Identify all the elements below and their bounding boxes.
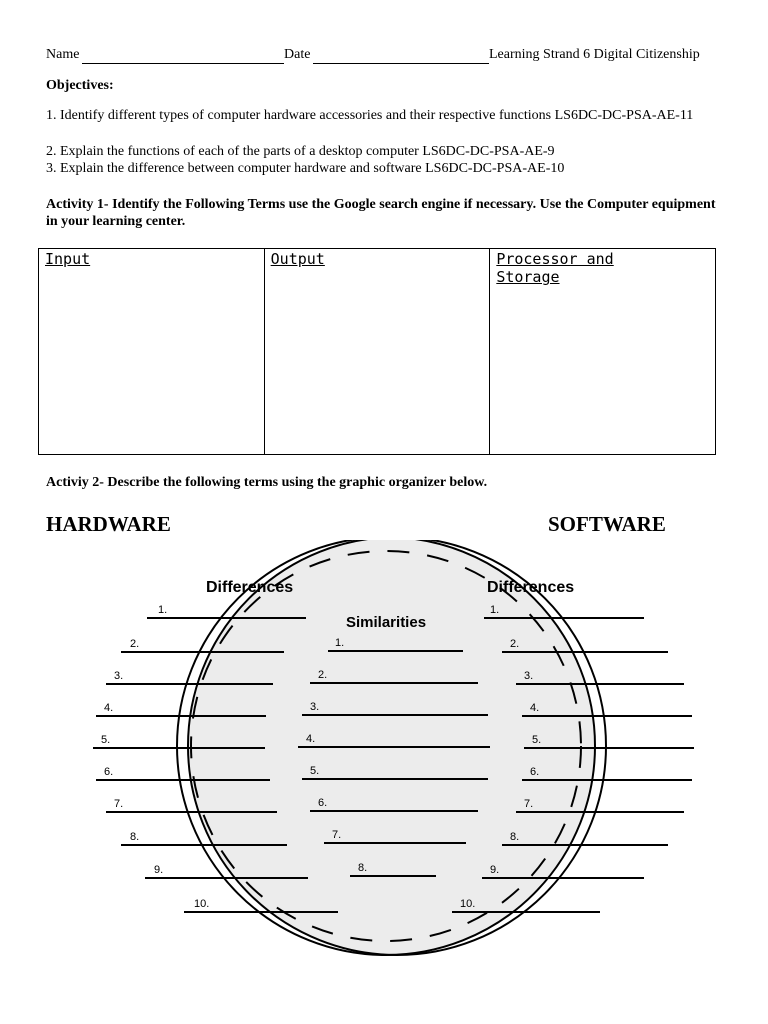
similarity-number-6: 6.	[318, 797, 328, 809]
learning-strand: Learning Strand 6 Digital Citizenship	[489, 47, 700, 62]
activity-1-instructions: Activity 1- Identify the Following Terms use the Google search engine if necessary. Use the Computer equipment in your learning center.	[46, 197, 716, 229]
venn-diagram	[70, 540, 720, 960]
objective-3: 3. Explain the difference between computer hardware and software LS6DC-DC-PSA-AE-10	[46, 161, 565, 176]
left-difference-number-8: 8.	[130, 831, 140, 843]
right-difference-number-2: 2.	[510, 638, 520, 650]
software-title: SOFTWARE	[548, 512, 666, 536]
objective-1: 1. Identify different types of computer hardware accessories and their respective functions LS6DC-DC-PSA-AE-11	[46, 108, 694, 123]
objective-2: 2. Explain the functions of each of the parts of a desktop computer LS6DC-DC-PSA-AE-9	[46, 144, 555, 159]
left-difference-number-5: 5.	[101, 734, 111, 746]
similarity-number-1: 1.	[335, 637, 345, 649]
right-difference-number-6: 6.	[530, 766, 540, 778]
right-difference-number-10: 10.	[460, 898, 476, 910]
right-difference-number-1: 1.	[490, 604, 500, 616]
date-label: Date	[284, 47, 311, 62]
similarity-number-5: 5.	[310, 765, 320, 777]
right-difference-number-9: 9.	[490, 864, 500, 876]
similarity-number-2: 2.	[318, 669, 328, 681]
left-difference-number-7: 7.	[114, 798, 124, 810]
processor-storage-column-header: Processor and Storage	[496, 250, 614, 286]
similarity-number-3: 3.	[310, 701, 320, 713]
date-blank[interactable]	[313, 63, 489, 64]
right-differences-heading: Differences	[487, 579, 575, 596]
objectives-title: Objectives:	[46, 78, 114, 93]
worksheet-header	[46, 47, 722, 67]
activity-2-instructions: Activiy 2- Describe the following terms using the graphic organizer below.	[46, 475, 488, 490]
hardware-title: HARDWARE	[46, 512, 171, 536]
left-difference-number-2: 2.	[130, 638, 140, 650]
left-difference-number-4: 4.	[104, 702, 114, 714]
right-difference-number-4: 4.	[530, 702, 540, 714]
similarity-number-7: 7.	[332, 829, 342, 841]
similarity-number-8: 8.	[358, 862, 368, 874]
output-column-header: Output	[270, 250, 325, 268]
left-differences-heading: Differences	[206, 579, 294, 596]
name-label: Name	[46, 47, 80, 62]
right-difference-number-3: 3.	[524, 670, 534, 682]
activity-1-table	[38, 248, 716, 455]
output-column[interactable]	[264, 249, 490, 455]
similarities-heading: Similarities	[346, 614, 427, 631]
right-difference-number-5: 5.	[532, 734, 542, 746]
input-column-header: Input	[45, 250, 91, 268]
left-difference-number-3: 3.	[114, 670, 124, 682]
right-difference-number-7: 7.	[524, 798, 534, 810]
similarity-number-4: 4.	[306, 733, 316, 745]
left-difference-number-9: 9.	[154, 864, 164, 876]
processor-storage-column[interactable]	[490, 249, 716, 455]
left-difference-number-6: 6.	[104, 766, 114, 778]
input-column[interactable]	[39, 249, 265, 455]
right-difference-number-8: 8.	[510, 831, 520, 843]
left-difference-number-10: 10.	[194, 898, 210, 910]
left-difference-number-1: 1.	[158, 604, 168, 616]
name-blank[interactable]	[82, 63, 284, 64]
